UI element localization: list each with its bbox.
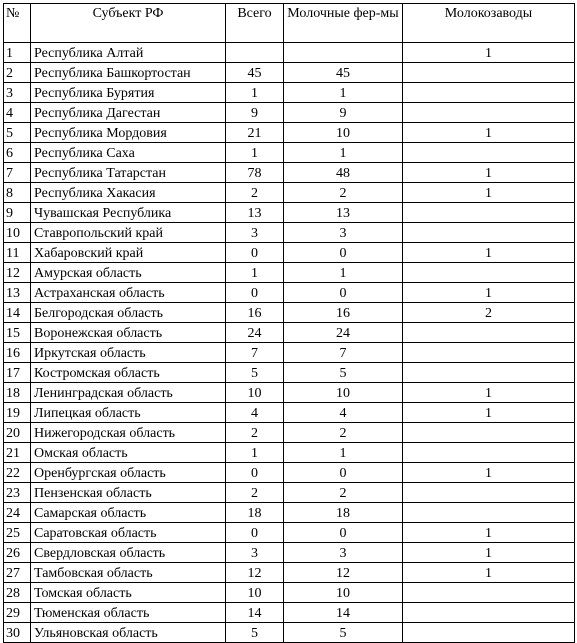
table-row bbox=[4, 403, 575, 423]
cell-total: 13 bbox=[226, 203, 284, 223]
cell-dairy-plants: 1 bbox=[403, 163, 575, 183]
table-row bbox=[4, 383, 575, 403]
table-row bbox=[4, 423, 575, 443]
header-number: № bbox=[4, 4, 31, 43]
cell-dairy-plants bbox=[403, 423, 575, 443]
table-row bbox=[4, 103, 575, 123]
cell-total: 2 bbox=[226, 423, 284, 443]
table-row bbox=[4, 223, 575, 243]
cell-dairy-plants bbox=[403, 343, 575, 363]
cell-subject: Ульяновская область bbox=[31, 623, 226, 643]
table-row bbox=[4, 343, 575, 363]
cell-subject: Белгородская область bbox=[31, 303, 226, 323]
cell-dairy-farms: 48 bbox=[284, 163, 403, 183]
cell-total: 0 bbox=[226, 283, 284, 303]
table-body bbox=[4, 43, 575, 643]
cell-subject: Чувашская Республика bbox=[31, 203, 226, 223]
cell-dairy-plants: 1 bbox=[403, 403, 575, 423]
table-row bbox=[4, 543, 575, 563]
cell-dairy-farms: 10 bbox=[284, 383, 403, 403]
cell-number: 14 bbox=[4, 303, 31, 323]
cell-dairy-farms: 2 bbox=[284, 183, 403, 203]
cell-total: 16 bbox=[226, 303, 284, 323]
cell-total: 14 bbox=[226, 603, 284, 623]
header-dairy-farms: Молочные фер-мы bbox=[284, 4, 403, 43]
table-row bbox=[4, 43, 575, 63]
header-total: Всего bbox=[226, 4, 284, 43]
cell-total: 3 bbox=[226, 223, 284, 243]
cell-total bbox=[226, 43, 284, 63]
cell-number: 9 bbox=[4, 203, 31, 223]
cell-dairy-plants bbox=[403, 323, 575, 343]
cell-dairy-farms: 5 bbox=[284, 623, 403, 643]
table-row bbox=[4, 203, 575, 223]
cell-number: 17 bbox=[4, 363, 31, 383]
cell-number: 23 bbox=[4, 483, 31, 503]
cell-dairy-plants bbox=[403, 203, 575, 223]
cell-subject: Республика Мордовия bbox=[31, 123, 226, 143]
header-subject: Субъект РФ bbox=[31, 4, 226, 43]
cell-dairy-plants bbox=[403, 363, 575, 383]
cell-dairy-plants: 1 bbox=[403, 563, 575, 583]
cell-dairy-plants: 1 bbox=[403, 243, 575, 263]
table-row bbox=[4, 603, 575, 623]
cell-dairy-plants bbox=[403, 263, 575, 283]
cell-dairy-plants bbox=[403, 143, 575, 163]
cell-total: 12 bbox=[226, 563, 284, 583]
cell-number: 30 bbox=[4, 623, 31, 643]
cell-number: 19 bbox=[4, 403, 31, 423]
cell-total: 10 bbox=[226, 583, 284, 603]
table-row bbox=[4, 523, 575, 543]
cell-total: 1 bbox=[226, 143, 284, 163]
cell-dairy-farms bbox=[284, 43, 403, 63]
cell-total: 24 bbox=[226, 323, 284, 343]
cell-subject: Тюменская область bbox=[31, 603, 226, 623]
cell-dairy-farms: 13 bbox=[284, 203, 403, 223]
cell-number: 8 bbox=[4, 183, 31, 203]
cell-number: 26 bbox=[4, 543, 31, 563]
cell-dairy-plants: 1 bbox=[403, 383, 575, 403]
cell-subject: Самарская область bbox=[31, 503, 226, 523]
cell-dairy-plants bbox=[403, 83, 575, 103]
cell-number: 5 bbox=[4, 123, 31, 143]
cell-dairy-farms: 5 bbox=[284, 363, 403, 383]
cell-subject: Воронежская область bbox=[31, 323, 226, 343]
cell-dairy-plants bbox=[403, 623, 575, 643]
cell-dairy-farms: 1 bbox=[284, 263, 403, 283]
cell-dairy-farms: 14 bbox=[284, 603, 403, 623]
cell-number: 6 bbox=[4, 143, 31, 163]
cell-dairy-farms: 4 bbox=[284, 403, 403, 423]
cell-dairy-plants: 2 bbox=[403, 303, 575, 323]
cell-dairy-farms: 0 bbox=[284, 463, 403, 483]
cell-number: 3 bbox=[4, 83, 31, 103]
cell-subject: Республика Алтай bbox=[31, 43, 226, 63]
cell-dairy-plants: 1 bbox=[403, 523, 575, 543]
cell-total: 1 bbox=[226, 83, 284, 103]
cell-number: 22 bbox=[4, 463, 31, 483]
cell-subject: Республика Дагестан bbox=[31, 103, 226, 123]
cell-number: 1 bbox=[4, 43, 31, 63]
cell-total: 1 bbox=[226, 443, 284, 463]
cell-total: 4 bbox=[226, 403, 284, 423]
cell-dairy-farms: 1 bbox=[284, 443, 403, 463]
cell-dairy-farms: 10 bbox=[284, 123, 403, 143]
cell-number: 13 bbox=[4, 283, 31, 303]
cell-number: 28 bbox=[4, 583, 31, 603]
table-row bbox=[4, 183, 575, 203]
cell-subject: Тамбовская область bbox=[31, 563, 226, 583]
cell-dairy-farms: 16 bbox=[284, 303, 403, 323]
table-row bbox=[4, 583, 575, 603]
cell-number: 7 bbox=[4, 163, 31, 183]
cell-dairy-farms: 9 bbox=[284, 103, 403, 123]
cell-subject: Республика Бурятия bbox=[31, 83, 226, 103]
cell-total: 45 bbox=[226, 63, 284, 83]
cell-total: 2 bbox=[226, 183, 284, 203]
cell-dairy-plants bbox=[403, 223, 575, 243]
cell-dairy-plants bbox=[403, 503, 575, 523]
cell-dairy-farms: 1 bbox=[284, 143, 403, 163]
table-row bbox=[4, 163, 575, 183]
cell-subject: Омская область bbox=[31, 443, 226, 463]
cell-total: 1 bbox=[226, 263, 284, 283]
table-row bbox=[4, 503, 575, 523]
cell-number: 18 bbox=[4, 383, 31, 403]
table-row bbox=[4, 243, 575, 263]
cell-number: 12 bbox=[4, 263, 31, 283]
cell-dairy-plants: 1 bbox=[403, 183, 575, 203]
cell-subject: Костромская область bbox=[31, 363, 226, 383]
cell-dairy-plants bbox=[403, 63, 575, 83]
cell-total: 9 bbox=[226, 103, 284, 123]
cell-number: 20 bbox=[4, 423, 31, 443]
cell-total: 21 bbox=[226, 123, 284, 143]
cell-dairy-plants bbox=[403, 103, 575, 123]
header-dairy-plants: Молокозаводы bbox=[403, 4, 575, 43]
cell-dairy-plants: 1 bbox=[403, 463, 575, 483]
cell-dairy-farms: 10 bbox=[284, 583, 403, 603]
cell-dairy-plants bbox=[403, 603, 575, 623]
cell-total: 0 bbox=[226, 463, 284, 483]
cell-dairy-plants bbox=[403, 443, 575, 463]
cell-total: 0 bbox=[226, 243, 284, 263]
cell-subject: Ставропольский край bbox=[31, 223, 226, 243]
table-row bbox=[4, 363, 575, 383]
cell-total: 5 bbox=[226, 363, 284, 383]
cell-dairy-plants: 1 bbox=[403, 123, 575, 143]
table-row bbox=[4, 303, 575, 323]
cell-dairy-plants bbox=[403, 583, 575, 603]
table-row bbox=[4, 123, 575, 143]
table-row bbox=[4, 323, 575, 343]
table-row bbox=[4, 263, 575, 283]
table-row bbox=[4, 143, 575, 163]
cell-dairy-farms: 0 bbox=[284, 243, 403, 263]
cell-dairy-plants: 1 bbox=[403, 543, 575, 563]
cell-dairy-farms: 1 bbox=[284, 83, 403, 103]
cell-subject: Свердловская область bbox=[31, 543, 226, 563]
cell-dairy-farms: 0 bbox=[284, 283, 403, 303]
cell-subject: Нижегородская область bbox=[31, 423, 226, 443]
cell-dairy-farms: 7 bbox=[284, 343, 403, 363]
cell-subject: Пензенская область bbox=[31, 483, 226, 503]
cell-dairy-farms: 45 bbox=[284, 63, 403, 83]
cell-total: 0 bbox=[226, 523, 284, 543]
table-row bbox=[4, 483, 575, 503]
cell-subject: Астраханская область bbox=[31, 283, 226, 303]
cell-total: 10 bbox=[226, 383, 284, 403]
cell-number: 25 bbox=[4, 523, 31, 543]
table-row bbox=[4, 563, 575, 583]
cell-number: 27 bbox=[4, 563, 31, 583]
cell-subject: Ленинградская область bbox=[31, 383, 226, 403]
cell-total: 2 bbox=[226, 483, 284, 503]
cell-dairy-farms: 12 bbox=[284, 563, 403, 583]
cell-total: 18 bbox=[226, 503, 284, 523]
cell-dairy-farms: 24 bbox=[284, 323, 403, 343]
cell-subject: Республика Саха bbox=[31, 143, 226, 163]
cell-total: 78 bbox=[226, 163, 284, 183]
table-row bbox=[4, 463, 575, 483]
cell-dairy-farms: 3 bbox=[284, 223, 403, 243]
cell-total: 7 bbox=[226, 343, 284, 363]
cell-number: 15 bbox=[4, 323, 31, 343]
table-header-row bbox=[4, 4, 575, 43]
table-row bbox=[4, 63, 575, 83]
cell-subject: Амурская область bbox=[31, 263, 226, 283]
cell-number: 16 bbox=[4, 343, 31, 363]
table-row bbox=[4, 623, 575, 643]
table-row bbox=[4, 443, 575, 463]
cell-subject: Республика Татарстан bbox=[31, 163, 226, 183]
cell-dairy-farms: 18 bbox=[284, 503, 403, 523]
cell-number: 10 bbox=[4, 223, 31, 243]
cell-dairy-farms: 3 bbox=[284, 543, 403, 563]
cell-dairy-farms: 2 bbox=[284, 423, 403, 443]
cell-subject: Томская область bbox=[31, 583, 226, 603]
cell-subject: Республика Башкортостан bbox=[31, 63, 226, 83]
cell-number: 24 bbox=[4, 503, 31, 523]
cell-dairy-plants: 1 bbox=[403, 43, 575, 63]
cell-total: 5 bbox=[226, 623, 284, 643]
cell-total: 3 bbox=[226, 543, 284, 563]
cell-subject: Саратовская область bbox=[31, 523, 226, 543]
cell-number: 29 bbox=[4, 603, 31, 623]
cell-dairy-plants: 1 bbox=[403, 283, 575, 303]
dairy-facilities-table bbox=[3, 3, 575, 643]
cell-subject: Республика Хакасия bbox=[31, 183, 226, 203]
cell-number: 2 bbox=[4, 63, 31, 83]
cell-dairy-farms: 2 bbox=[284, 483, 403, 503]
cell-subject: Иркутская область bbox=[31, 343, 226, 363]
cell-subject: Липецкая область bbox=[31, 403, 226, 423]
cell-number: 11 bbox=[4, 243, 31, 263]
table-row bbox=[4, 283, 575, 303]
cell-subject: Оренбургская область bbox=[31, 463, 226, 483]
cell-number: 4 bbox=[4, 103, 31, 123]
cell-subject: Хабаровский край bbox=[31, 243, 226, 263]
cell-dairy-plants bbox=[403, 483, 575, 503]
cell-dairy-farms: 0 bbox=[284, 523, 403, 543]
table-row bbox=[4, 83, 575, 103]
cell-number: 21 bbox=[4, 443, 31, 463]
